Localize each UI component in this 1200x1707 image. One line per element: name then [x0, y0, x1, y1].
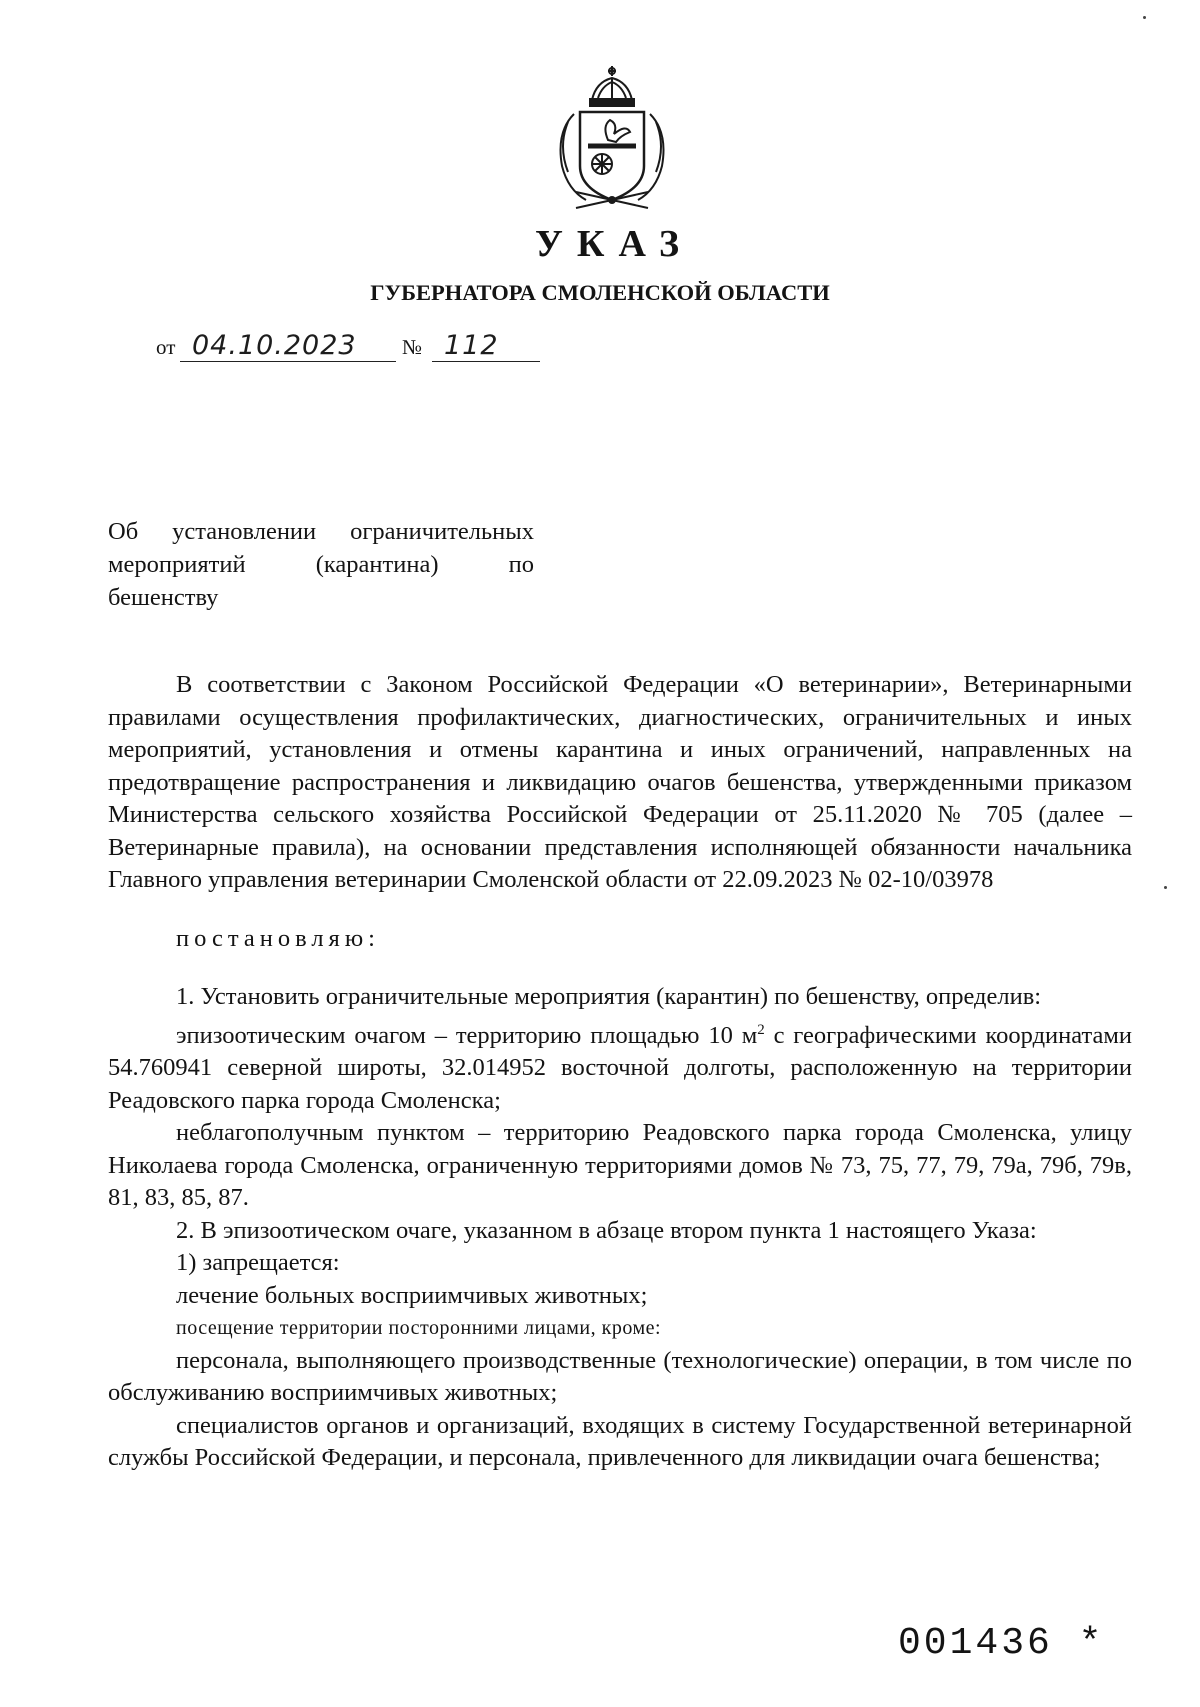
date-prefix: от — [156, 335, 176, 359]
date-underline — [180, 361, 396, 362]
item-1-focus-paragraph: эпизоотическим очагом – территорию площадью 10 $м^2$ с географическими координатами 54.760941 северной широты, 32.014952 восточной долготы, расположенную на территории Реадовского парка города Смоленска; — [108, 1021, 1132, 1114]
date-number-line — [156, 332, 596, 366]
document-subtitle: ГУБЕРНАТОРА СМОЛЕНСКОЙ ОБЛАСТИ — [370, 280, 830, 305]
item-2-1-heading: 1) запрещается: — [176, 1249, 340, 1277]
handwritten-number: 112 — [444, 330, 499, 361]
serial-number: 001436 * — [898, 1622, 1105, 1665]
subject-line-2: мероприятий (карантина) по — [108, 551, 535, 578]
decree-word: постановляю: — [176, 924, 380, 952]
handwritten-date: 04.10.2023 — [192, 330, 357, 361]
coat-of-arms-emblem — [546, 62, 678, 212]
scan-speck — [1164, 886, 1167, 889]
decree-subject — [108, 515, 534, 614]
number-prefix: № — [402, 335, 423, 359]
scan-speck — [1143, 16, 1146, 19]
document-title: УКАЗ — [535, 223, 693, 265]
subject-line-3: бешенству — [108, 584, 219, 611]
item-2-1-c: персонала, выполняющего производственные (технологические) операции, в том числе по обслуживанию восприимчивых животных; — [108, 1346, 1132, 1407]
item-2-1-a: лечение больных восприимчивых животных; — [176, 1281, 648, 1309]
number-underline — [432, 361, 540, 362]
item-1-point-paragraph: неблагополучным пунктом – территорию Реадовского парка города Смоленска, улицу Николаева города Смоленска, ограниченную территориями домов № 73, 75, 77, 79, 79а, 79б, 79в, 81, 83, 85, 87. — [108, 1119, 1132, 1212]
item-1-paragraph: 1. Установить ограничительные мероприятия (карантин) по бешенству, определив: — [176, 983, 1042, 1010]
item-2-1-d: специалистов органов и организаций, входящих в систему Государственной ветеринарной службы Российской Федерации, и персонала, привлеченного для ликвидации очага бешенства; — [108, 1411, 1132, 1472]
subject-line-1: Об установлении ограничительных — [108, 518, 534, 545]
preamble-paragraph: В соответствии с Законом Российской Федерации «О ветеринарии», Ветеринарными правилами осуществления профилактических, диагностических, ограничительных и иных мероприятий, установления и отмены карантина и иных ограничений, направленных на предотвращение распространения и ликвидацию очагов бешенства, утвержденными приказом Министерства сельского хозяйства Российской Федерации от 25.11.2020 № 705 (далее – Ветеринарные правила), на основании представления исполняющей обязанности начальника Главного управления ветеринарии Смоленской области от 22.09.2023 № 02-10/03978 — [108, 671, 1132, 893]
decree-body — [108, 669, 1132, 1475]
item-2-paragraph: 2. В эпизоотическом очаге, указанном в абзаце втором пункта 1 настоящего Указа: — [176, 1216, 1037, 1244]
item-2-1-b: посещение территории посторонними лицами, кроме: — [176, 1317, 662, 1340]
